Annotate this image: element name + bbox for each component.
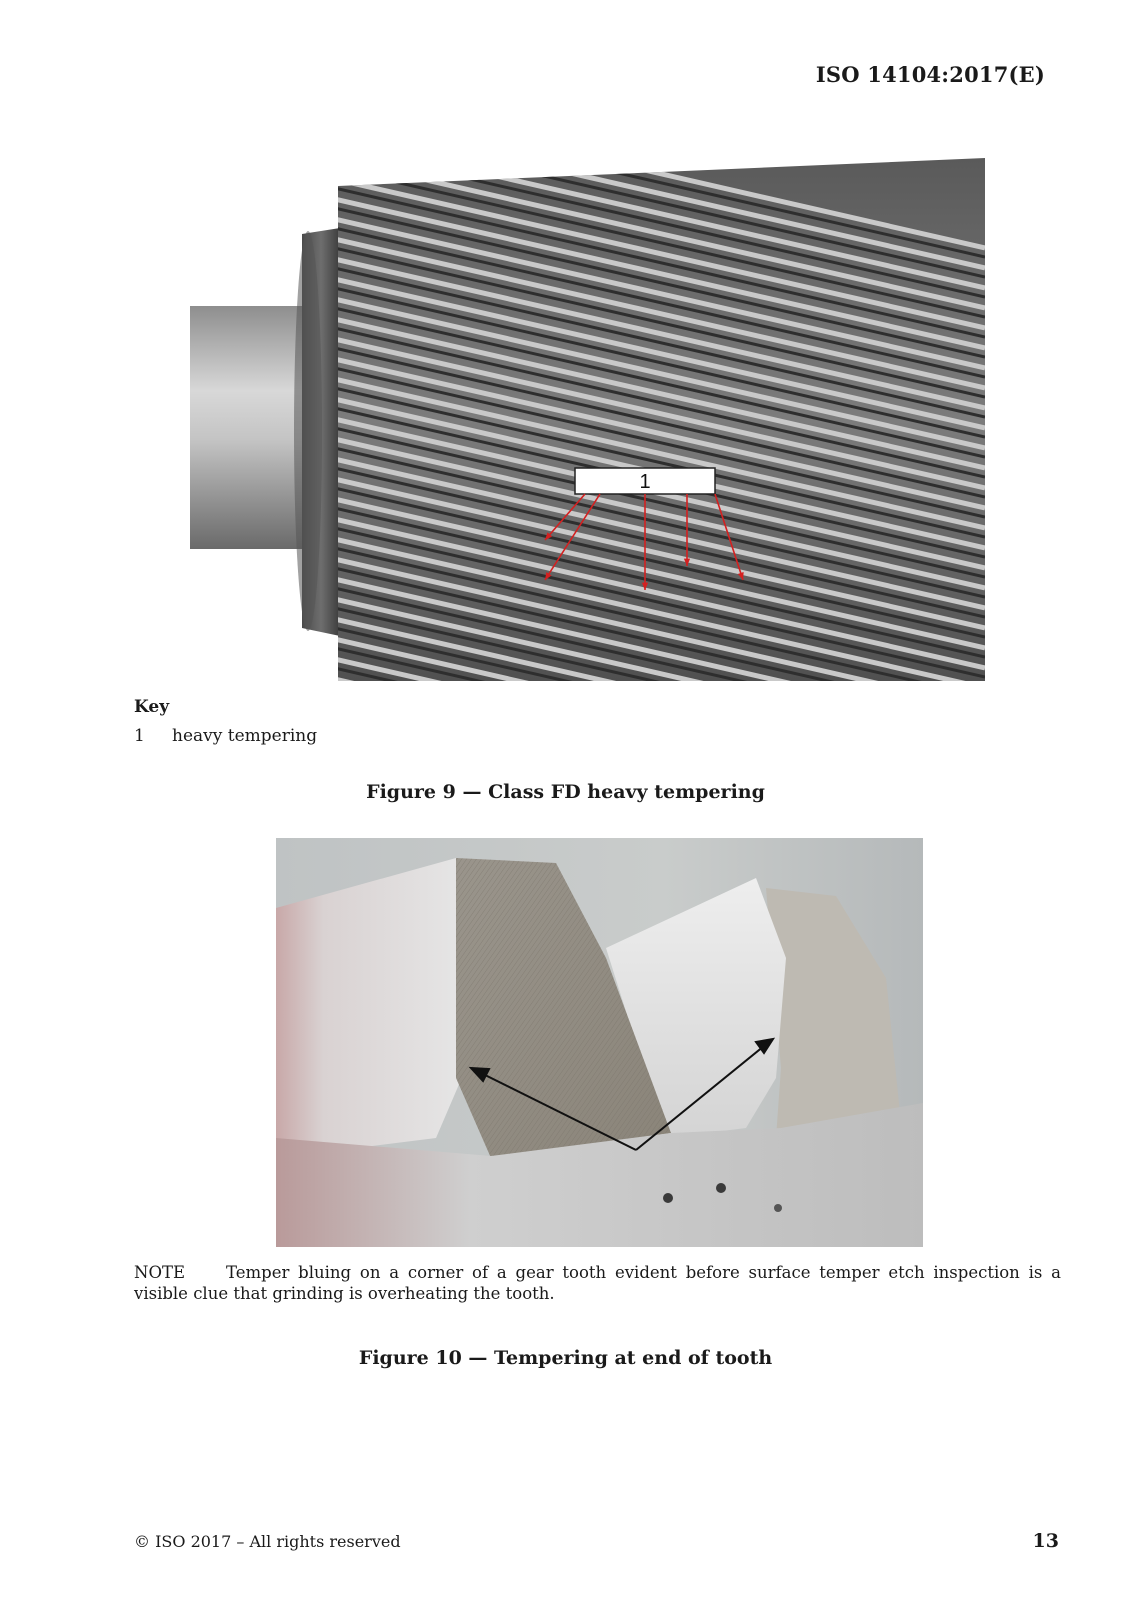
document-id: ISO 14104:2017(E) xyxy=(815,62,1045,87)
figure-9-callout-label: 1 xyxy=(639,471,651,493)
key-item-text: heavy tempering xyxy=(172,726,318,746)
figure-9-caption: Figure 9 — Class FD heavy tempering xyxy=(366,781,765,803)
figure-10-note xyxy=(134,1262,1061,1304)
note-text: Temper bluing on a corner of a gear tooth evident before surface temper etch inspection is a visible clue that grinding is overheating the tooth. xyxy=(134,1263,1061,1303)
figure-10-caption: Figure 10 — Tempering at end of tooth xyxy=(358,1347,773,1369)
page-number: 13 xyxy=(1032,1530,1059,1552)
note-tag: NOTE xyxy=(134,1263,186,1282)
figure-10-image xyxy=(276,838,923,1247)
copyright-notice: © ISO 2017 – All rights reserved xyxy=(134,1532,401,1551)
figure-9-image xyxy=(190,158,985,681)
key-item-number: 1 xyxy=(134,726,145,746)
key-item xyxy=(134,726,317,746)
key-title: Key xyxy=(134,697,170,717)
